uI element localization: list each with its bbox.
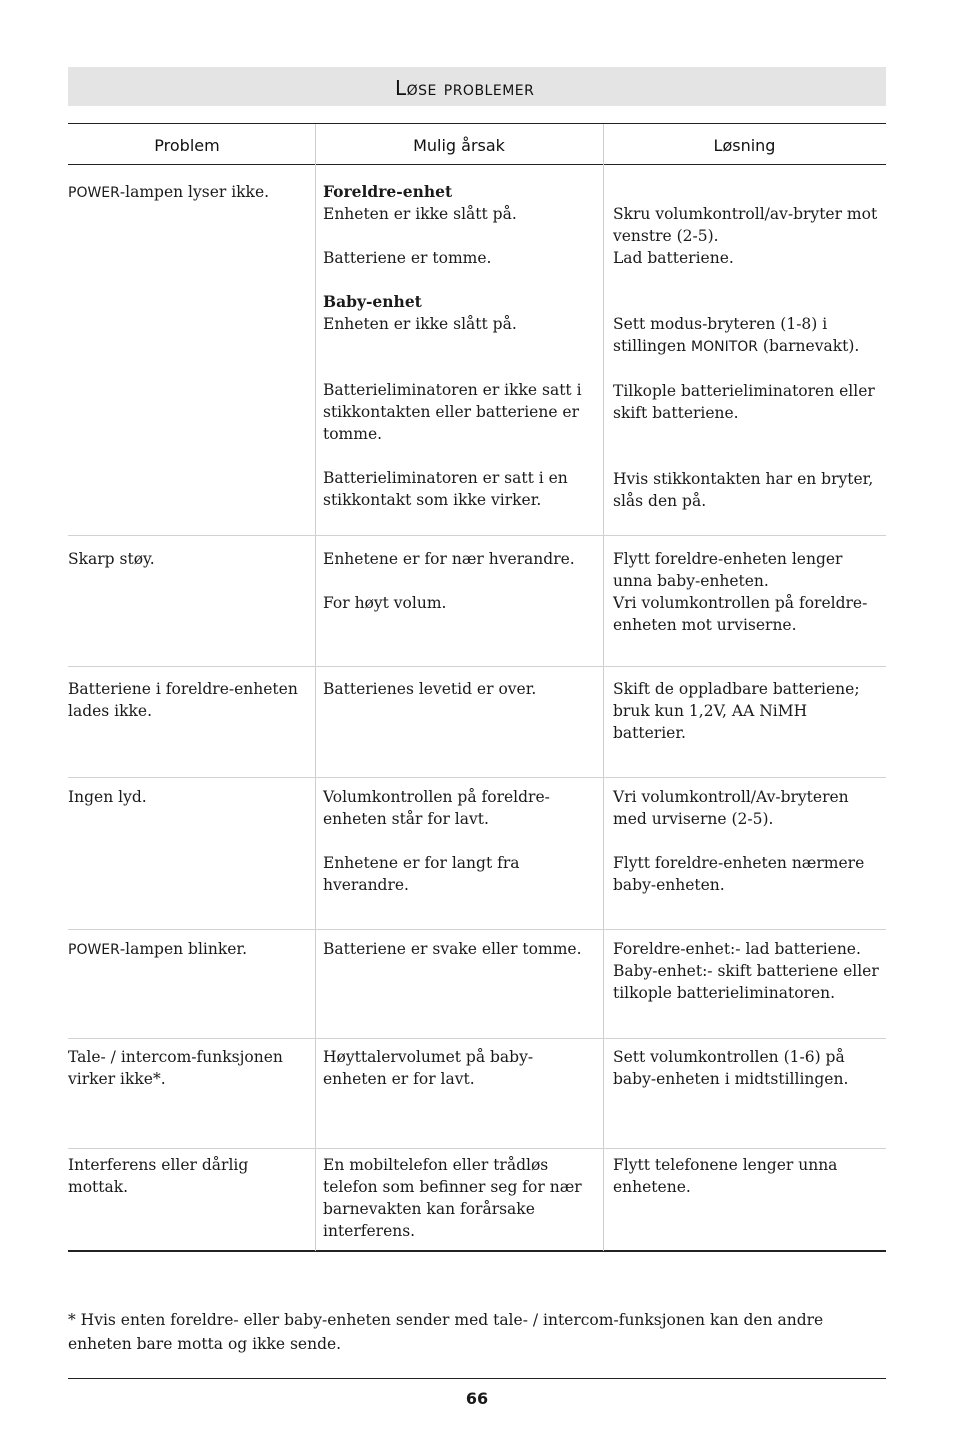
footnote: * Hvis enten foreldre- eller baby-enheten sender med tale- / intercom-funksjonen kan den andre enheten bare motta og ikke sende. bbox=[68, 1311, 824, 1353]
row-separator bbox=[68, 535, 886, 536]
row5-cause: Batteriene er svake eller tomme. bbox=[323, 940, 582, 958]
solution-text: Vri volumkontroll/Av-bryteren med urviserne (2-5). bbox=[613, 788, 849, 828]
row1-cause bbox=[323, 181, 595, 511]
table-header-rule bbox=[68, 164, 886, 165]
solution-text: Flytt foreldre-enheten lenger unna baby-enheten. bbox=[613, 550, 843, 590]
cause-text: Enhetene er for nær hverandre. bbox=[323, 550, 575, 568]
row-separator bbox=[68, 929, 886, 930]
row3-solution: Skift de oppladbare batteriene; bruk kun 1,2V, AA NiMH batterier. bbox=[613, 680, 860, 742]
row6-solution: Sett volumkontrollen (1-6) på baby-enheten i midtstillingen. bbox=[613, 1048, 849, 1088]
solution-text bbox=[613, 313, 886, 358]
row7-problem: Interferens eller dårlig mottak. bbox=[68, 1156, 249, 1196]
row-separator bbox=[68, 1148, 886, 1149]
page-number: 66 bbox=[465, 1389, 489, 1408]
row6-problem: Tale- / intercom-funksjonen virker ikke*. bbox=[68, 1048, 283, 1088]
header-solution: Løsning bbox=[713, 136, 776, 155]
section-title-bar bbox=[68, 67, 886, 106]
solution-text: Foreldre-enhet:- lad batteriene. bbox=[613, 940, 861, 958]
solution-text: Lad batteriene. bbox=[613, 249, 734, 267]
cause-text: Batterieliminatoren er ikke satt i stikkontakten eller batteriene er tomme. bbox=[323, 381, 582, 443]
solution-text-part: (barnevakt). bbox=[758, 337, 860, 355]
problem-text: -lampen blinker. bbox=[119, 940, 248, 958]
header-problem: Problem bbox=[154, 136, 220, 155]
row7-solution: Flytt telefonene lenger unna enhetene. bbox=[613, 1156, 838, 1196]
row4-problem: Ingen lyd. bbox=[68, 788, 147, 806]
row1-solution bbox=[613, 203, 886, 512]
row5-problem bbox=[68, 938, 306, 961]
solution-text: Tilkople batterieliminatoren eller skift batteriene. bbox=[613, 382, 875, 422]
row1-problem bbox=[68, 181, 306, 204]
row3-cause: Batterienes levetid er over. bbox=[323, 680, 537, 698]
row2-cause bbox=[323, 548, 595, 614]
row5-solution bbox=[613, 938, 886, 1004]
column-divider-1 bbox=[315, 124, 316, 1251]
cause-heading-baby: Baby-enhet bbox=[323, 292, 422, 311]
footer-rule bbox=[68, 1378, 886, 1379]
solution-text: Hvis stikkontakten har en bryter, slås den på. bbox=[613, 470, 874, 510]
monitor-label: MONITOR bbox=[691, 339, 758, 355]
table-bottom-rule bbox=[68, 1250, 886, 1252]
solution-text-part: Sett modus-bryteren (1-8) i stillingen bbox=[613, 315, 828, 355]
cause-text: Volumkontrollen på foreldre-enheten står for lavt. bbox=[323, 788, 550, 828]
cause-text: Enheten er ikke slått på. bbox=[323, 315, 517, 333]
power-label: POWER bbox=[68, 185, 120, 201]
solution-text: Vri volumkontrollen på foreldre-enheten mot urviserne. bbox=[613, 594, 868, 634]
header-cause: Mulig årsak bbox=[413, 136, 505, 155]
cause-text: Enhetene er for langt fra hverandre. bbox=[323, 854, 520, 894]
solution-text: Flytt foreldre-enheten nærmere baby-enheten. bbox=[613, 854, 865, 894]
row4-cause bbox=[323, 786, 573, 896]
row-separator bbox=[68, 777, 886, 778]
row4-solution bbox=[613, 786, 886, 896]
column-divider-2 bbox=[603, 124, 604, 1251]
cause-text: For høyt volum. bbox=[323, 594, 447, 612]
row2-problem: Skarp støy. bbox=[68, 550, 155, 568]
table-top-rule bbox=[68, 123, 886, 124]
row6-cause: Høyttalervolumet på baby-enheten er for lavt. bbox=[323, 1048, 534, 1088]
power-label: POWER bbox=[68, 942, 120, 958]
cause-text: Batterieliminatoren er satt i en stikkontakt som ikke virker. bbox=[323, 469, 568, 509]
row2-solution bbox=[613, 548, 886, 636]
row3-problem: Batteriene i foreldre-enheten lades ikke. bbox=[68, 680, 298, 720]
section-title: Løse problemer bbox=[395, 76, 535, 100]
row-separator bbox=[68, 666, 886, 667]
row7-cause: En mobiltelefon eller trådløs telefon som befinner seg for nær barnevakten kan forårsake interferens. bbox=[323, 1156, 582, 1240]
cause-text: Batteriene er tomme. bbox=[323, 249, 492, 267]
row-separator bbox=[68, 1038, 886, 1039]
cause-heading-parent: Foreldre-enhet bbox=[323, 182, 453, 201]
problem-text: -lampen lyser ikke. bbox=[119, 183, 270, 201]
cause-text: Enheten er ikke slått på. bbox=[323, 205, 517, 223]
solution-text: Baby-enhet:- skift batteriene eller tilkople batterieliminatoren. bbox=[613, 962, 879, 1002]
solution-text: Skru volumkontroll/av-bryter mot venstre (2-5). bbox=[613, 205, 878, 245]
